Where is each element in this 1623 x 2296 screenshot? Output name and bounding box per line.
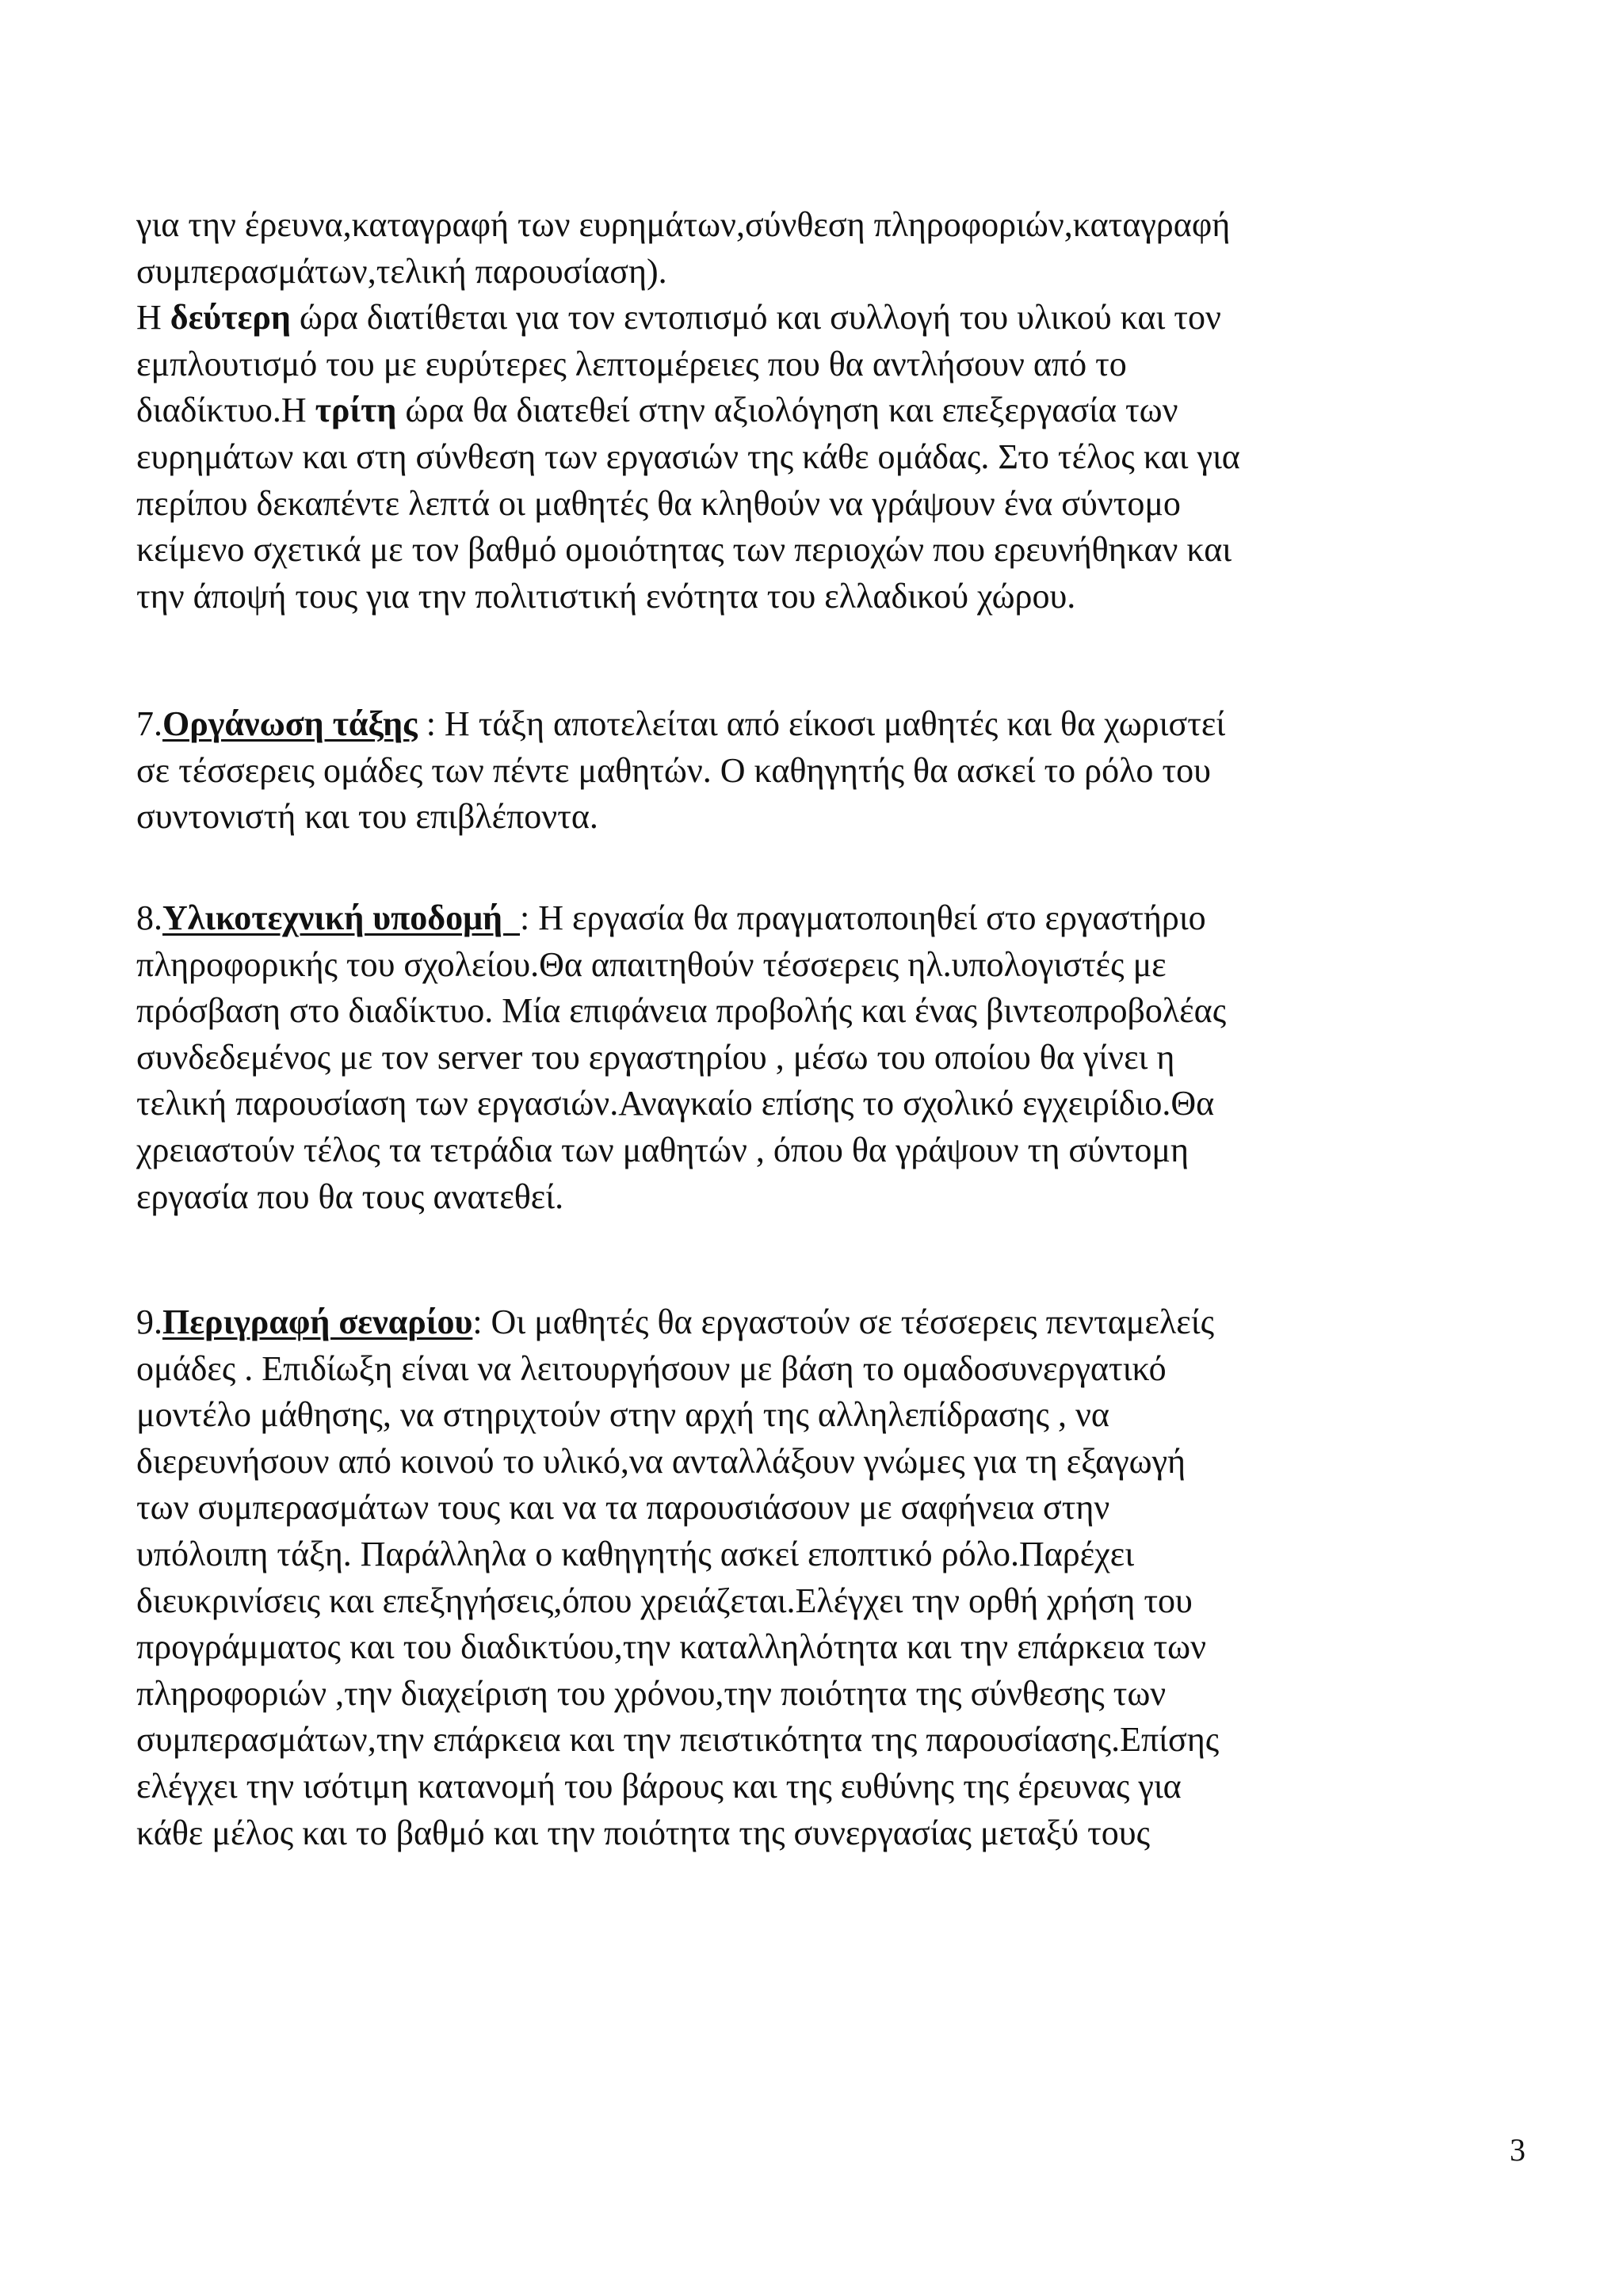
section-infrastructure	[136, 895, 1515, 1220]
text-line: πληροφοριών ,την διαχείριση του χρόνου,την ποιότητα της σύνθεσης των	[136, 1673, 1167, 1713]
text-line: συνδεδεμένος με τον server του εργαστηρίου , μέσω του οποίου θα γίνει η	[136, 1037, 1175, 1077]
text-line: Η δεύτερη ώρα διατίθεται για τον εντοπισμό και συλλογή του υλικού και τον	[136, 298, 1221, 338]
text-line: τελική παρουσίαση των εργασιών.Αναγκαίο επίσης το σχολικό εγχειρίδιο.Θα	[136, 1084, 1215, 1123]
text-line: συντονιστή και του επιβλέποντα.	[136, 797, 598, 837]
text-line: συμπερασμάτων,την επάρκεια και την πειστικότητα της παρουσίασης.Επίσης	[136, 1720, 1220, 1760]
text-line: εμπλουτισμό του με ευρύτερες λεπτομέρειες που θα αντλήσουν από το	[136, 344, 1127, 383]
text-line: ευρημάτων και στη σύνθεση των εργασιών της κάθε ομάδας. Στο τέλος και για	[136, 437, 1240, 476]
text-line: εργασία που θα τους ανατεθεί.	[136, 1177, 564, 1216]
paragraph-lesson-hours	[136, 202, 1515, 620]
text-line: σε τέσσερεις ομάδες των πέντε μαθητών. Ο καθηγητής θα ασκεί το ρόλο του	[136, 750, 1211, 790]
text-line: 9.Περιγραφή σεναρίου: Οι μαθητές θα εργαστούν σε τέσσερεις πενταμελείς	[136, 1302, 1215, 1341]
text-line: ελέγχει την ισότιμη κατανομή του βάρους και της ευθύνης της έρευνας για	[136, 1766, 1182, 1806]
text-line: χρειαστούν τέλος τα τετράδια των μαθητών , όπου θα γράψουν τη σύντομη	[136, 1130, 1190, 1169]
text-line: 7.Οργάνωση τάξης : Η τάξη αποτελείται από είκοσι μαθητές και θα χωριστεί	[136, 704, 1226, 743]
text-line: ομάδες . Επιδίωξη είναι να λειτουργήσουν με βάση το ομαδοσυνεργατικό	[136, 1348, 1167, 1388]
text-line: 8.Υλικοτεχνική υποδομή : Η εργασία θα πραγματοποιηθεί στο εργαστήριο	[136, 898, 1206, 937]
section-heading-infrastructure: Υλικοτεχνική υποδομή	[162, 898, 521, 937]
text-line: των συμπερασμάτων τους και να τα παρουσιάσουν με σαφήνεια στην	[136, 1488, 1110, 1527]
text-line: προγράμματος και του διαδικτύου,την καταλληλότητα και την επάρκεια των	[136, 1627, 1206, 1667]
text-line: κάθε μέλος και το βαθμό και την ποιότητα της συνεργασίας μεταξύ τους	[136, 1813, 1150, 1852]
text-line: κείμενο σχετικά με τον βαθμό ομοιότητας των περιοχών που ερευνήθηκαν και	[136, 530, 1232, 570]
page-number: 3	[1510, 2132, 1526, 2168]
section-scenario-description	[136, 1299, 1515, 1856]
section-heading-class-organization: Οργάνωση τάξης	[162, 704, 418, 743]
section-heading-scenario: Περιγραφή σεναρίου	[162, 1302, 473, 1341]
text-line: υπόλοιπη τάξη. Παράλληλα ο καθηγητής ασκεί εποπτικό ρόλο.Παρέχει	[136, 1534, 1135, 1573]
text-line: μοντέλο μάθησης, να στηριχτούν στην αρχή της αλληλεπίδρασης , να	[136, 1395, 1109, 1435]
text-line: πληροφορικής του σχολείου.Θα απαιτηθούν τέσσερεις ηλ.υπολογιστές με	[136, 944, 1167, 984]
text-line: για την έρευνα,καταγραφή των ευρημάτων,σύνθεση πληροφοριών,καταγραφή	[136, 205, 1231, 244]
text-line: πρόσβαση στο διαδίκτυο. Μία επιφάνεια προβολής και ένας βιντεοπροβολέας	[136, 991, 1227, 1031]
bold-term-third: τρίτη	[315, 391, 397, 430]
text-line: διευκρινίσεις και επεξηγήσεις,όπου χρειάζεται.Ελέγχει την ορθή χρήση του	[136, 1581, 1193, 1620]
section-class-organization	[136, 701, 1515, 841]
bold-term-second: δεύτερη	[170, 298, 291, 338]
text-line: την άποψή τους για την πολιτιστική ενότητα του ελλαδικού χώρου.	[136, 576, 1076, 616]
text-line: διαδίκτυο.Η τρίτη ώρα θα διατεθεί στην αξιολόγηση και επεξεργασία των	[136, 391, 1178, 430]
text-line: διερευνήσουν από κοινού το υλικό,να ανταλλάξουν γνώμες για τη εξαγωγή	[136, 1441, 1186, 1481]
text-line: περίπου δεκαπέντε λεπτά οι μαθητές θα κληθούν να γράψουν ένα σύντομο	[136, 483, 1181, 523]
text-line: συμπερασμάτων,τελική παρουσίαση).	[136, 251, 667, 291]
